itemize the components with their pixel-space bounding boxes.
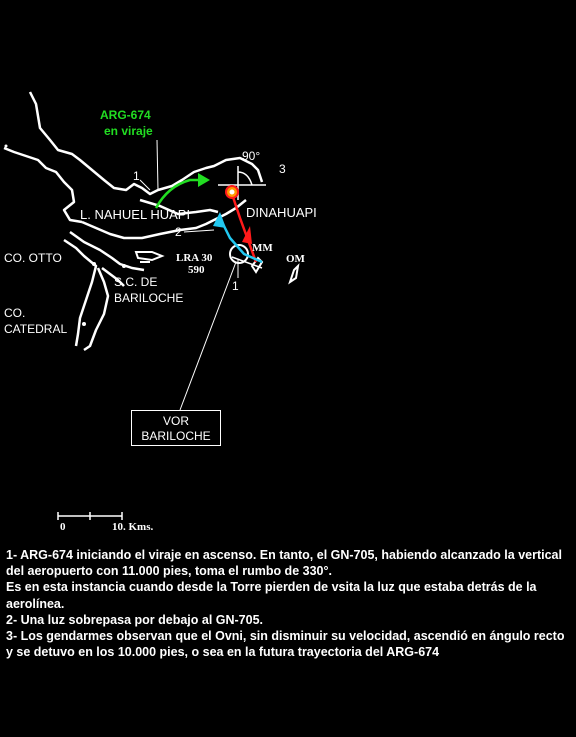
- dinahuapi-label: DINAHUAPI: [246, 205, 317, 220]
- runway-label-line2: 590: [188, 264, 205, 276]
- angle-label: 90°: [242, 149, 261, 163]
- islands: [136, 252, 298, 282]
- scale-bar: [58, 512, 122, 520]
- scale-zero: 0: [60, 521, 66, 533]
- caption-para-3: 2- Una luz sobrepasa por debajo al GN-705.: [6, 612, 264, 627]
- runway-label-line1: LRA 30: [176, 252, 213, 264]
- vor-label-line1: VOR: [162, 414, 189, 428]
- catedral-label-line2: CATEDRAL: [4, 322, 68, 336]
- point-3: 3: [279, 162, 286, 176]
- aircraft-label-line1: ARG-674: [100, 108, 151, 122]
- mm-marker-label: MM: [252, 242, 273, 254]
- point-1-bottom: 1: [232, 279, 239, 293]
- point-1-top: 1: [133, 169, 140, 183]
- scale-ten: 10. Kms.: [112, 521, 154, 533]
- catedral-label-line1: CO.: [4, 306, 26, 320]
- point-2: 2: [175, 225, 182, 239]
- aircraft-label-line2: en viraje: [104, 124, 153, 138]
- caption-para-1: 1- ARG-674 iniciando el viraje en ascenso. En tanto, el GN-705, habiendo alcanzado la vertical del aeropuerto con 11.000 pies, toma el rumbo de 330°.: [6, 548, 562, 579]
- vor-label-box: [131, 410, 221, 446]
- bariloche-label-line2: BARILOCHE: [114, 291, 184, 305]
- otto-label: CO. OTTO: [4, 251, 62, 265]
- caption: [6, 547, 572, 660]
- vor-label-line2: BARILOCHE: [141, 429, 211, 443]
- om-marker-label: OM: [286, 253, 305, 265]
- caption-para-2: Es en esta instancia cuando desde la Torre pierden de vsita la luz que estaba detrás de la aerolínea.: [6, 580, 537, 611]
- lake-label: L. NAHUEL HUAPI: [80, 207, 191, 222]
- bariloche-label-line1: S.C. DE: [114, 275, 158, 289]
- caption-para-4: 3- Los gendarmes observan que el Ovni, sin disminuir su velocidad, ascendió en ángulo recto y se detuvo en los 10.000 pies, o sea en la futura trayectoria del ARG-674: [6, 629, 565, 660]
